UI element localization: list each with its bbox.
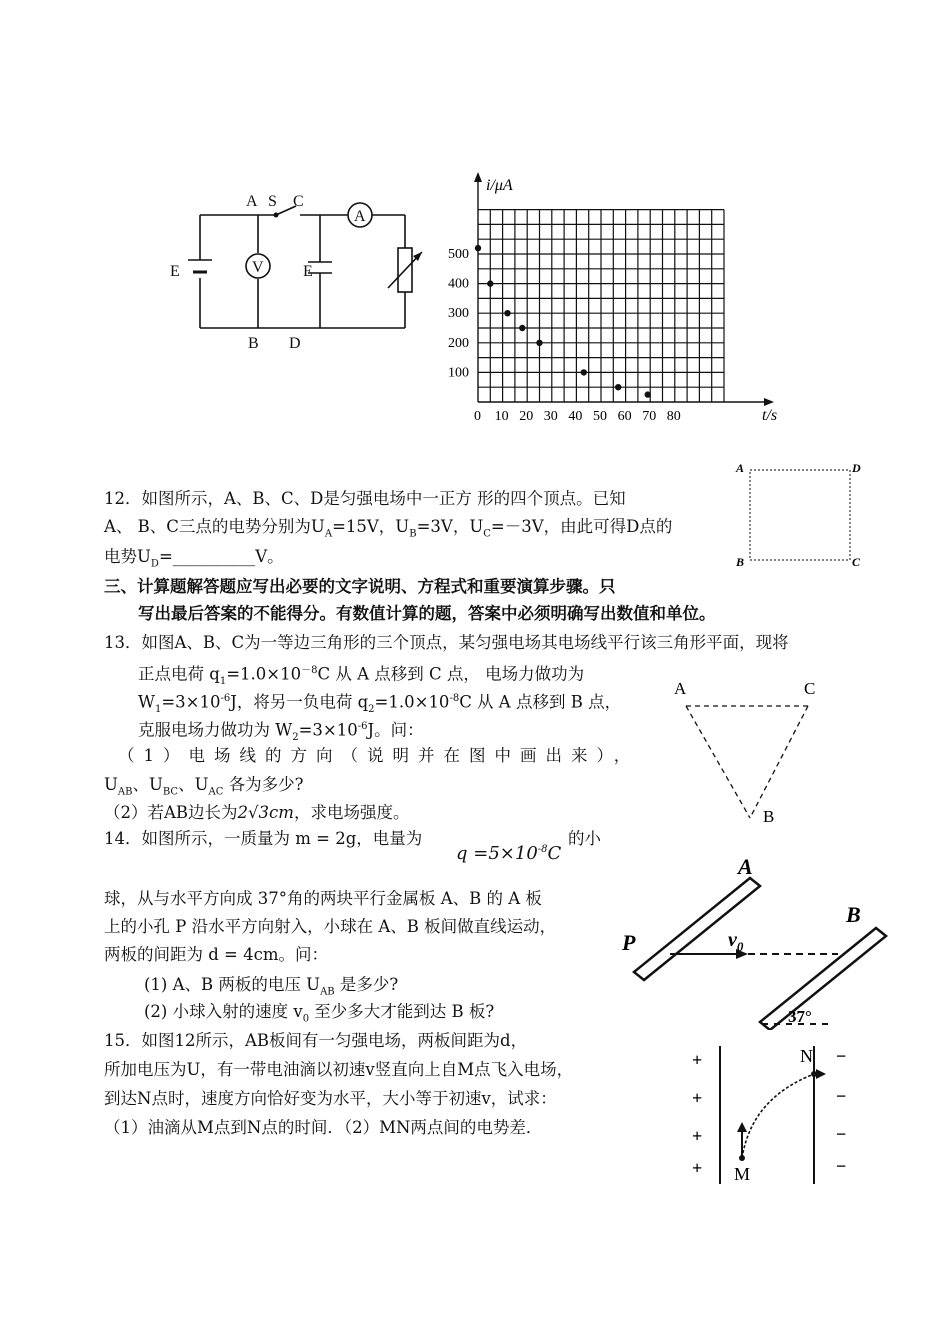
x-tick-label: 60 [617, 409, 632, 424]
t: q =5×10 [456, 843, 538, 864]
y-tick-label: 200 [448, 335, 469, 351]
plus-sign: + [692, 1050, 703, 1070]
triangle-label-A: A [674, 679, 687, 698]
t: 各为多少? [223, 775, 304, 794]
q14-line1 [104, 826, 422, 852]
t: 正点电荷 q [138, 664, 220, 684]
velocity-label: $v_0$ [728, 929, 744, 954]
label-B: B [248, 335, 259, 352]
q15-line2: 所加电压为U，有一带电油滴以初速v竖直向上自M点飞入电场， [104, 1060, 574, 1079]
x-tick-label: 80 [666, 409, 681, 424]
t: C 从 A 点移到 B 点， [459, 692, 622, 712]
sub: D [150, 558, 159, 570]
x-axis-label: t/s [762, 407, 778, 424]
q12-line1: 12．如图所示，A、B、C、D是匀强电场中一正方 形的四个顶点。已知 [104, 489, 626, 508]
t: W [138, 692, 155, 712]
q14-formula [456, 843, 561, 864]
parallel-plates-figure [612, 850, 892, 1030]
label-A: A [246, 193, 258, 210]
q12-line3 [104, 544, 284, 577]
t: C 从 A 点移到 C 点， 电场力做功为 [317, 664, 585, 684]
q15-line3: 到达N点时，速度方向恰好变为水平，大小等于初速v，试求： [104, 1089, 557, 1108]
data-point [475, 245, 481, 251]
t: 是多少? [334, 975, 399, 994]
sup: -8 [537, 844, 548, 855]
plus-sign: + [692, 1088, 703, 1108]
sub: AB [320, 986, 335, 998]
data-point [536, 340, 542, 346]
q15-line1: 15．如图12所示，AB板间有一匀强电场，两板间距为d， [104, 1031, 528, 1050]
t: =1.0×10 [226, 664, 302, 684]
t: J，将另一负电荷 q [230, 692, 369, 712]
q13-line1: 13．如图A、B、C为一等边三角形的三个顶点，某匀强电场其电场线平行该三角形平面，现将 [104, 633, 789, 652]
data-point [615, 384, 621, 390]
q12-text: =－3V，由此可得D点的 [490, 517, 673, 536]
square-figure [728, 458, 868, 572]
q14-line2: 球，从与水平方向成 37°角的两块平行金属板 A、B 的 A 板 [104, 889, 542, 908]
x-tick-label: 20 [519, 409, 534, 424]
y-tick-label: 400 [448, 276, 469, 292]
label-E: E [170, 263, 180, 280]
sup: -6 [357, 721, 368, 732]
square-label-B: B [736, 555, 745, 569]
minus-sign: − [836, 1156, 847, 1176]
t: 、U [178, 775, 209, 794]
current-time-chart [440, 170, 790, 430]
q12-line2 [104, 514, 672, 547]
minus-sign: − [836, 1086, 847, 1106]
data-point [504, 310, 510, 316]
t: =3×10 [161, 692, 221, 712]
sub: C [483, 528, 491, 540]
t: U [104, 775, 118, 794]
sub: AC [208, 786, 224, 798]
label-E2: E [303, 263, 313, 280]
x-tick-label: 0 [474, 409, 481, 424]
sub: 0 [302, 1013, 310, 1025]
angle-label: 37° [788, 1007, 812, 1026]
label-S: S [268, 193, 277, 210]
t: (2) 小球入射的速度 v [144, 1002, 303, 1021]
square-label-D: D [852, 461, 861, 475]
q12-text: =3V，U [416, 517, 484, 536]
x-tick-label: 30 [543, 409, 558, 424]
sub: 2 [368, 703, 375, 715]
sub: 1 [219, 675, 227, 687]
hole-label-P: P [622, 930, 636, 955]
q12-text: =15V，U [332, 517, 410, 536]
sub: B [409, 528, 417, 540]
plate-label-B: B [846, 902, 861, 927]
plus-sign: + [692, 1158, 703, 1178]
voltmeter-label: V [252, 259, 264, 276]
t: C [547, 843, 562, 864]
data-point [519, 325, 525, 331]
t: =3×10 [298, 720, 358, 740]
minus-sign: − [836, 1046, 847, 1066]
data-point [581, 369, 587, 375]
label-D: D [289, 335, 301, 352]
y-tick-label: 500 [448, 247, 469, 262]
q13-line7 [104, 800, 409, 826]
x-tick-label: 70 [642, 409, 657, 424]
x-tick-label: 50 [593, 409, 607, 424]
sub: 2 [292, 731, 299, 743]
sub: A [324, 528, 333, 540]
triangle-label-C: C [804, 679, 816, 698]
q14-line4: 两板的间距为 d = 4cm。问： [104, 945, 329, 964]
math: 2√3cm [237, 803, 294, 822]
square-label-A: A [736, 461, 745, 475]
triangle-figure [660, 672, 830, 832]
circuit-diagram [160, 180, 430, 360]
q12-text: =__________V。 [158, 547, 284, 566]
section3-heading: 三、计算题解答题应写出必要的文字说明、方程式和重要演算步骤。只 [104, 577, 616, 596]
t: J。问： [367, 720, 424, 740]
label-C: C [293, 193, 304, 210]
data-point [487, 280, 493, 286]
sub: AB [117, 786, 133, 798]
data-point [645, 391, 651, 397]
sup: －8 [301, 665, 318, 676]
t: (1) A、B 两板的电压 U [144, 975, 321, 994]
t: ，求电场强度。 [293, 803, 410, 822]
point-N-label: N [800, 1046, 813, 1066]
t: =1.0×10 [374, 692, 450, 712]
q14-line1-end: 的小 [568, 829, 601, 848]
y-axis-label: i/μA [486, 177, 513, 194]
q12-text: A、 B、C三点的电势分别为U [104, 517, 325, 536]
plus-sign: + [692, 1126, 703, 1146]
x-axis-arrow [764, 398, 774, 406]
q14-line3: 上的小孔 P 沿水平方向射入，小球在 A、B 板间做直线运动， [104, 917, 557, 936]
t: 、U [132, 775, 163, 794]
q15-line4: （1）油滴从M点到N点的时间．（2）MN两点间的电势差． [104, 1118, 543, 1137]
x-tick-label: 10 [494, 409, 509, 424]
t: 克服电场力做功为 W [138, 720, 293, 740]
oil-drop-figure [686, 1040, 866, 1190]
square-label-C: C [852, 555, 861, 569]
y-axis-arrow [474, 172, 482, 182]
q12-text: 电势U [104, 547, 151, 566]
minus-sign: − [836, 1124, 847, 1144]
section3-heading-cont: 写出最后答案的不能得分。有数值计算的题，答案中必须明确写出数值和单位。 [138, 604, 716, 623]
t: 至少多大才能到达 B 板? [309, 1002, 495, 1021]
y-tick-label: 100 [448, 365, 469, 381]
triangle-label-B: B [763, 807, 775, 826]
sup: -6 [220, 693, 231, 704]
sub: 1 [154, 703, 162, 715]
sup: -8 [449, 693, 460, 704]
plate-label-A: A [738, 854, 753, 879]
t: （2）若AB边长为 [104, 803, 238, 822]
y-tick-label: 300 [448, 306, 469, 322]
q13-line5: （1）电场线的方向（说明并在图中画出来）， [118, 746, 640, 765]
ammeter-label: A [354, 208, 366, 225]
t: 14．如图所示，一质量为 m = 2g，电量为 [104, 829, 423, 848]
x-tick-label: 40 [568, 409, 583, 424]
point-M-label: M [734, 1164, 751, 1184]
sub: BC [162, 786, 179, 798]
